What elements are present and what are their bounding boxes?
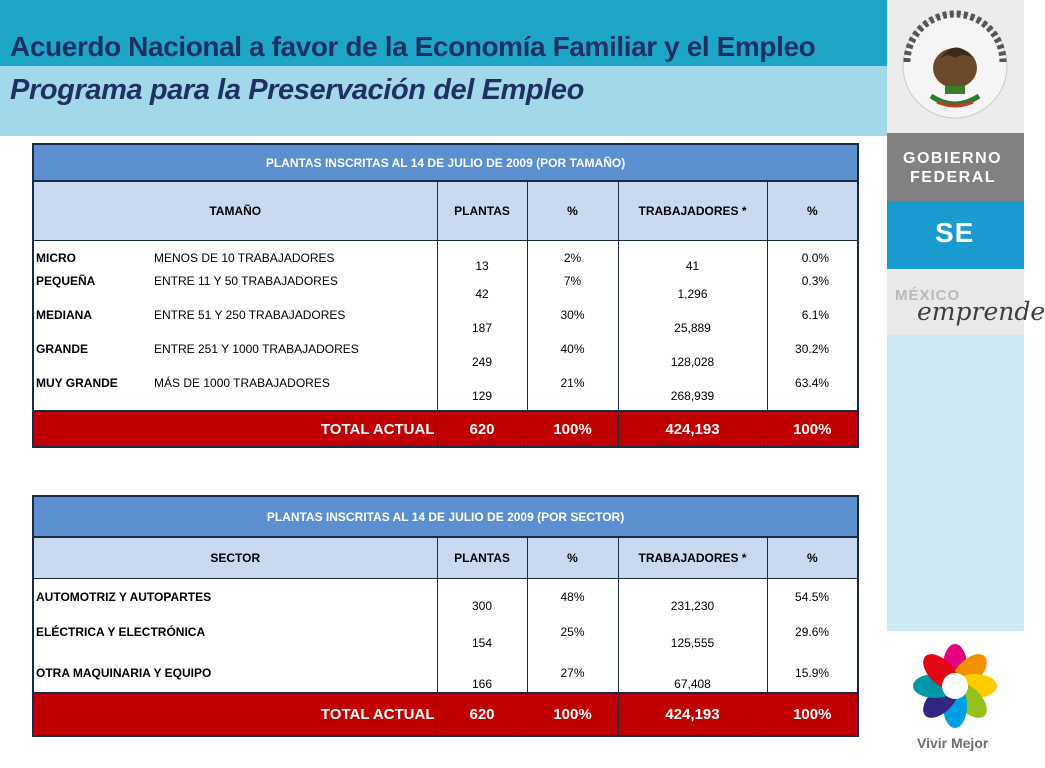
sector-label: AUTOMOTRIZ Y AUTOPARTES bbox=[33, 578, 437, 616]
table-by-size bbox=[32, 143, 859, 448]
vivir-mejor-label: Vivir Mejor bbox=[917, 735, 989, 751]
plants-value: 300 bbox=[437, 578, 527, 616]
plants-percent: 2% bbox=[527, 240, 618, 274]
total-plants: 620 bbox=[437, 693, 527, 736]
plants-value: 129 bbox=[437, 376, 527, 411]
national-seal bbox=[887, 0, 1024, 133]
page-subtitle: Programa para la Preservación del Empleo bbox=[10, 74, 584, 106]
emprende-label: emprende bbox=[917, 297, 1045, 326]
column-header: % bbox=[527, 537, 618, 578]
table-caption: PLANTAS INSCRITAS AL 14 DE JULIO DE 2009 (POR SECTOR) bbox=[33, 496, 858, 537]
total-label: TOTAL ACTUAL bbox=[33, 693, 437, 736]
size-description: ENTRE 251 Y 1000 TRABAJADORES bbox=[152, 342, 437, 376]
branding-sidebar bbox=[887, 0, 1045, 768]
total-row bbox=[33, 693, 858, 736]
table-row bbox=[33, 616, 858, 655]
total-workers-percent: 100% bbox=[767, 693, 858, 736]
column-header: TAMAÑO bbox=[33, 181, 437, 240]
size-label: MICRO bbox=[33, 240, 152, 274]
workers-percent: 63.4% bbox=[767, 376, 858, 411]
total-row bbox=[33, 411, 858, 447]
gobierno-line-1: GOBIERNO bbox=[903, 150, 1003, 167]
column-header: PLANTAS bbox=[437, 181, 527, 240]
column-header: % bbox=[767, 181, 858, 240]
table-row bbox=[33, 240, 858, 274]
total-workers: 424,193 bbox=[618, 693, 767, 736]
workers-value: 231,230 bbox=[618, 578, 767, 616]
size-description: ENTRE 51 Y 250 TRABAJADORES bbox=[152, 308, 437, 342]
gobierno-line-2: FEDERAL bbox=[910, 169, 997, 186]
workers-percent: 15.9% bbox=[767, 655, 858, 693]
plants-value: 154 bbox=[437, 616, 527, 655]
table-row bbox=[33, 274, 858, 308]
size-description: MÁS DE 1000 TRABAJADORES bbox=[152, 376, 437, 411]
plants-value: 249 bbox=[437, 342, 527, 376]
sector-label: OTRA MAQUINARIA Y EQUIPO bbox=[33, 655, 437, 693]
size-description: MENOS DE 10 TRABAJADORES bbox=[152, 240, 437, 274]
workers-percent: 0.3% bbox=[767, 274, 858, 308]
plants-percent: 48% bbox=[527, 578, 618, 616]
vivir-mejor-logo bbox=[887, 631, 1024, 768]
workers-value: 25,889 bbox=[618, 308, 767, 342]
sidebar-spacer bbox=[887, 335, 1024, 631]
column-header: SECTOR bbox=[33, 537, 437, 578]
table-caption: PLANTAS INSCRITAS AL 14 DE JULIO DE 2009 (POR TAMAÑO) bbox=[33, 144, 858, 181]
plants-percent: 27% bbox=[527, 655, 618, 693]
coat-of-arms-icon bbox=[887, 0, 1024, 133]
table-row bbox=[33, 376, 858, 411]
column-header: TRABAJADORES * bbox=[618, 537, 767, 578]
workers-value: 67,408 bbox=[618, 655, 767, 693]
total-label: TOTAL ACTUAL bbox=[33, 411, 437, 447]
column-header: % bbox=[527, 181, 618, 240]
workers-value: 268,939 bbox=[618, 376, 767, 411]
table-row bbox=[33, 308, 858, 342]
total-plants: 620 bbox=[437, 411, 527, 447]
workers-value: 41 bbox=[618, 240, 767, 274]
plants-percent: 7% bbox=[527, 274, 618, 308]
total-plants-percent: 100% bbox=[527, 693, 618, 736]
workers-value: 128,028 bbox=[618, 342, 767, 376]
size-label: PEQUEÑA bbox=[33, 274, 152, 308]
plants-value: 42 bbox=[437, 274, 527, 308]
workers-percent: 54.5% bbox=[767, 578, 858, 616]
plants-percent: 30% bbox=[527, 308, 618, 342]
vivir-mejor-flower-icon bbox=[887, 631, 1024, 731]
sector-label: ELÉCTRICA Y ELECTRÓNICA bbox=[33, 616, 437, 655]
workers-percent: 29.6% bbox=[767, 616, 858, 655]
plants-value: 187 bbox=[437, 308, 527, 342]
table-row bbox=[33, 342, 858, 376]
se-label: SE bbox=[935, 217, 975, 248]
plants-percent: 40% bbox=[527, 342, 618, 376]
plants-percent: 25% bbox=[527, 616, 618, 655]
total-workers: 424,193 bbox=[618, 411, 767, 447]
workers-value: 125,555 bbox=[618, 616, 767, 655]
size-label: GRANDE bbox=[33, 342, 152, 376]
column-header: % bbox=[767, 537, 858, 578]
workers-percent: 6.1% bbox=[767, 308, 858, 342]
se-logo bbox=[887, 201, 1024, 269]
size-label: MEDIANA bbox=[33, 308, 152, 342]
workers-value: 1,296 bbox=[618, 274, 767, 308]
total-workers-percent: 100% bbox=[767, 411, 858, 447]
plants-value: 166 bbox=[437, 655, 527, 693]
size-label: MUY GRANDE bbox=[33, 376, 152, 411]
mexico-label: MÉXICO bbox=[895, 287, 961, 304]
workers-percent: 30.2% bbox=[767, 342, 858, 376]
column-header: PLANTAS bbox=[437, 537, 527, 578]
mexico-emprende-logo bbox=[887, 269, 1045, 335]
page-title: Acuerdo Nacional a favor de la Economía Familiar y el Empleo bbox=[10, 31, 816, 62]
plants-value: 13 bbox=[437, 240, 527, 274]
gobierno-federal-logo bbox=[887, 133, 1024, 201]
total-plants-percent: 100% bbox=[527, 411, 618, 447]
workers-percent: 0.0% bbox=[767, 240, 858, 274]
table-row bbox=[33, 655, 858, 693]
size-description: ENTRE 11 Y 50 TRABAJADORES bbox=[152, 274, 437, 308]
column-header: TRABAJADORES * bbox=[618, 181, 767, 240]
table-by-sector bbox=[32, 495, 859, 737]
plants-percent: 21% bbox=[527, 376, 618, 411]
table-row bbox=[33, 578, 858, 616]
